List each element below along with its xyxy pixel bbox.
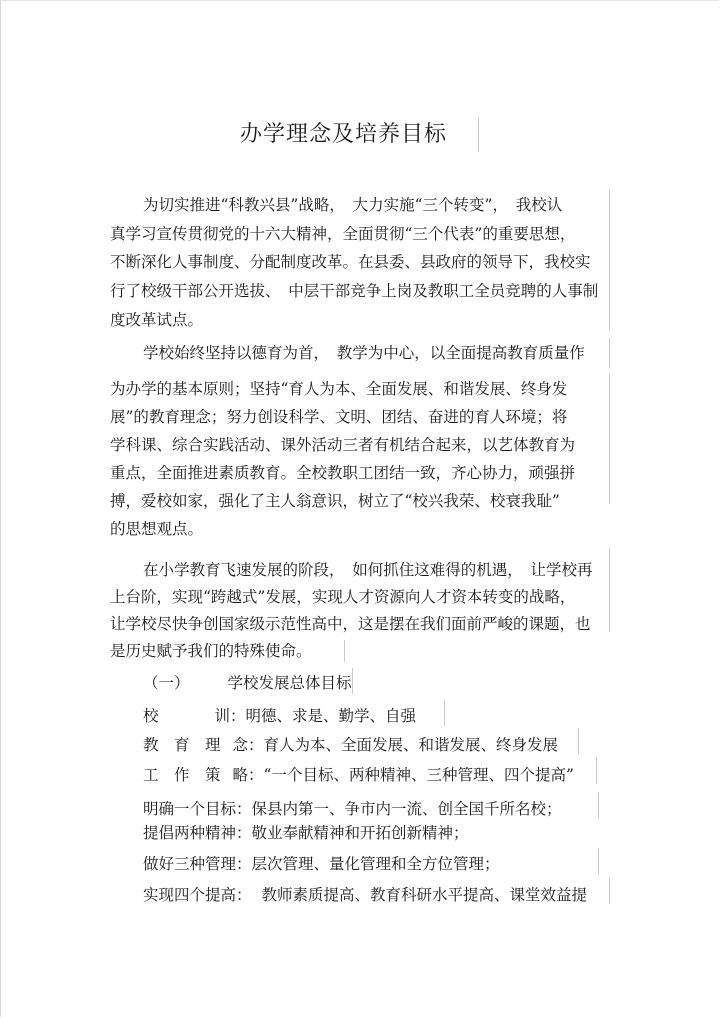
section-number: （一）: [143, 674, 190, 692]
document-title: 办学理念及培养目标: [240, 122, 448, 147]
margin-mark: [598, 848, 599, 874]
margin-mark: [344, 640, 345, 662]
goal-row: [143, 884, 587, 906]
motto-row: [143, 705, 416, 727]
paragraph1-line: 不断深化人事制度、分配制度改革。在县委、县政府的领导下，我校实: [110, 253, 591, 271]
section-heading: [143, 672, 352, 694]
goal-label: 提倡两种精神：: [143, 824, 252, 842]
goal-row: [143, 798, 562, 820]
margin-mark: [609, 190, 610, 330]
margin-mark: [609, 374, 610, 504]
motto-label: 校: [143, 707, 159, 725]
paragraph2-line: 学科课、综合实践活动、课外活动三者有机结合起来，以艺体教育为: [110, 436, 576, 454]
goal-value: 层次管理、量化管理和全方位管理；: [251, 855, 500, 873]
goal-label: 明确一个目标：: [143, 800, 252, 818]
section-title: 学校发展总体目标: [227, 674, 352, 692]
paragraph1-line: 行了校级干部公开选拔、 中层干部竞争上岗及教职工全员竞聘的人事制: [110, 282, 599, 300]
margin-mark: [352, 668, 353, 694]
paragraph2-line: 学校始终坚持以德育为首， 教学为中心，以全面提高教育质量作: [143, 344, 585, 362]
paragraph1-line: 度改革试点。: [110, 311, 204, 329]
paragraph3-line: 上台阶，实现“跨越式”发展，实现人才资源向人才资本转变的战略，: [110, 588, 576, 606]
margin-mark: [578, 728, 579, 754]
philosophy-row: [143, 734, 558, 756]
paragraph2-line: 展”的教育理念；努力创设科学、文明、团结、奋进的育人环境；将: [110, 408, 568, 426]
paragraph2-line: 重点，全面推进素质教育。全校教职工团结一致，齐心协力，顽强拼: [110, 464, 576, 482]
strategy-label-suffix: 略：: [232, 766, 264, 784]
margin-mark: [609, 878, 610, 904]
paragraph3-line: 让学校尽快争创国家级示范性高中，这是摆在我们面前严峻的课题，也: [110, 615, 591, 633]
goal-row: [143, 853, 500, 875]
philosophy-label-suffix: 念：: [232, 736, 264, 754]
motto-value: 明德、求是、勤学、自强: [245, 707, 417, 725]
margin-mark: [596, 758, 597, 784]
motto-label-suffix: 训：: [214, 707, 246, 725]
margin-mark: [598, 792, 599, 818]
goal-label: 做好三种管理：: [143, 855, 252, 873]
paragraph3-line: 在小学教育飞速发展的阶段， 如何抓住这难得的机遇， 让学校再: [143, 561, 593, 579]
margin-mark: [444, 700, 445, 726]
goal-row: [143, 822, 469, 844]
margin-mark: [609, 548, 610, 632]
paragraph2-line: 为办学的基本原则；坚持“育人为本、全面发展、和谐发展、终身发: [110, 380, 568, 398]
paragraph2-line: 的思想观点。: [110, 520, 204, 538]
philosophy-value: 育人为本、全面发展、和谐发展、终身发展: [263, 736, 559, 754]
goal-label: 实现四个提高：: [143, 886, 252, 904]
philosophy-label: 教 育 理: [143, 736, 221, 754]
goal-value: 教师素质提高、教育科研水平提高、课堂效益提: [261, 886, 588, 904]
strategy-label: 工 作 策: [143, 766, 221, 784]
paragraph1-line: 为切实推进“科教兴县”战略， 大力实施“三个转变”， 我校认: [143, 196, 563, 214]
goal-value: 保县内第一、争市内一流、创全国千所名校；: [251, 800, 562, 818]
margin-mark: [478, 118, 479, 152]
paragraph1-line: 真学习宣传贯彻党的十六大精神，全面贯彻“三个代表”的重要思想，: [110, 225, 576, 243]
strategy-row: [143, 764, 574, 786]
paragraph3-line: 是历史赋予我们的特殊使命。: [110, 642, 312, 660]
paragraph2-line: 搏，爱校如家，强化了主人翁意识，树立了“校兴我荣、校衰我耻”: [110, 492, 560, 510]
strategy-value: “一个目标、两种精神、三种管理、四个提高”: [263, 766, 574, 784]
margin-mark: [609, 338, 610, 368]
goal-value: 敬业奉献精神和开拓创新精神；: [251, 824, 469, 842]
